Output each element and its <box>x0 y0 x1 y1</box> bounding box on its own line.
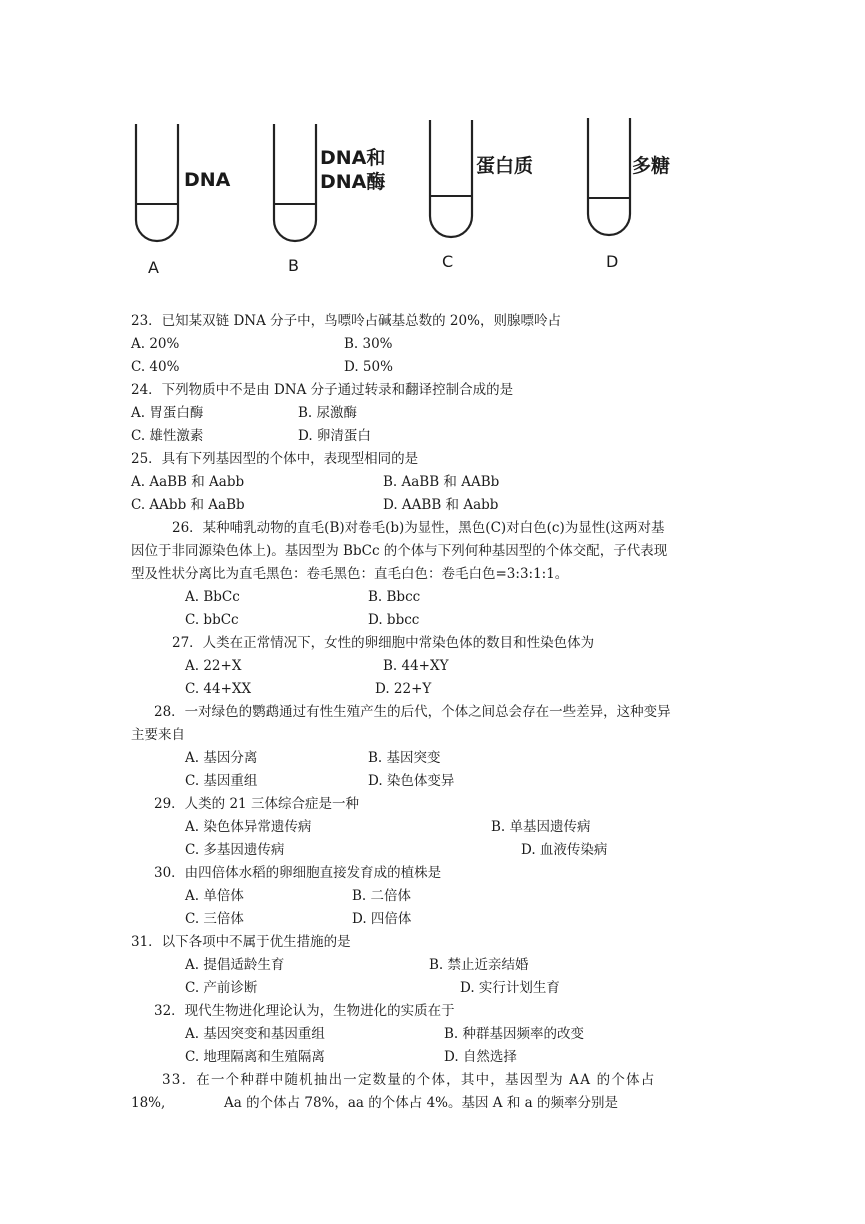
q29-stem: 29．人类的 21 三体综合症是一种 <box>154 796 359 812</box>
test-tube-b-drawing <box>272 124 320 242</box>
q29-option-b: B. 单基因遗传病 <box>491 819 591 835</box>
q27-option-b: B. 44+XY <box>383 658 449 674</box>
tube-d-label <box>632 154 670 178</box>
q30-option-d: D. 四倍体 <box>352 911 412 927</box>
q28-option-a: A. 基因分离 <box>185 750 258 766</box>
q31-option-d: D. 实行计划生育 <box>460 980 560 996</box>
q32-option-c: C. 地理隔离和生殖隔离 <box>185 1049 325 1065</box>
test-tube-a <box>134 124 182 246</box>
q26-stem-line-2: 因位于非同源染色体上)。基因型为 BbCc 的个体与下列何种基因型的个体交配，子代表现 <box>131 543 668 559</box>
q25-option-a: A. AaBB 和 Aabb <box>131 474 245 490</box>
test-tube-b <box>272 124 320 246</box>
q27-option-a: A. 22+X <box>185 658 242 674</box>
tube-d-letter: D <box>606 252 619 271</box>
q30-option-c: C. 三倍体 <box>185 911 244 927</box>
tube-c-label <box>476 154 533 178</box>
q32-option-d: D. 自然选择 <box>444 1049 517 1065</box>
q25-stem: 25．具有下列基因型的个体中，表现型相同的是 <box>131 451 419 467</box>
q26-stem-line-3: 型及性状分离比为直毛黑色：卷毛黑色：直毛白色：卷毛白色=3:3:1:1。 <box>131 566 569 582</box>
tube-b-label-line-1: DNA和 <box>320 147 386 169</box>
q30-option-b: B. 二倍体 <box>352 888 412 904</box>
q23-option-a: A. 20% <box>131 336 180 352</box>
q30-option-a: A. 单倍体 <box>185 888 244 904</box>
q32-option-a: A. 基因突变和基因重组 <box>185 1026 325 1042</box>
q25-option-c: C. AAbb 和 AaBb <box>131 497 245 513</box>
tube-b-label <box>320 146 385 194</box>
q27-option-d: D. 22+Y <box>375 681 432 697</box>
q31-option-a: A. 提倡适龄生育 <box>185 957 285 973</box>
q24-option-a: A. 胃蛋白酶 <box>131 405 204 421</box>
q33-stem-line-2b: Aa 的个体占 78%，aa 的个体占 4%。基因 A 和 a 的频率分别是 <box>224 1095 618 1111</box>
q30-stem: 30．由四倍体水稻的卵细胞直接发育成的植株是 <box>154 865 442 881</box>
q25-option-b: B. AaBB 和 AABb <box>383 474 500 490</box>
test-tube-a-drawing <box>134 124 182 242</box>
q28-option-d: D. 染色体变异 <box>368 773 455 789</box>
q31-option-c: C. 产前诊断 <box>185 980 258 996</box>
q24-option-c: C. 雄性激素 <box>131 428 204 444</box>
tube-d-label-line-1: 多糖 <box>632 155 671 177</box>
tube-b-label-line-2: DNA酶 <box>320 171 386 193</box>
test-tube-figure <box>120 110 720 290</box>
q28-stem-line-1: 28．一对绿色的鹦鹉通过有性生殖产生的后代，个体之间总会存在一些差异，这种变异 <box>154 704 671 720</box>
q29-option-d: D. 血液传染病 <box>521 842 608 858</box>
q29-option-a: A. 染色体异常遗传病 <box>185 819 312 835</box>
q28-option-c: C. 基因重组 <box>185 773 258 789</box>
test-tube-c-drawing <box>428 120 476 238</box>
q26-option-c: C. bbCc <box>185 612 239 628</box>
q24-option-b: B. 尿激酶 <box>298 405 358 421</box>
q23-option-b: B. 30% <box>344 336 393 352</box>
q24-option-d: D. 卵清蛋白 <box>298 428 371 444</box>
q28-stem-line-2: 主要来自 <box>131 727 185 743</box>
tube-a-label <box>184 168 230 192</box>
q33-stem-line-1: 33．在一个种群中随机抽出一定数量的个体，其中，基因型为 AA 的个体占 <box>162 1072 656 1088</box>
test-tube-d-drawing <box>586 118 634 236</box>
tube-b-letter: B <box>288 256 299 275</box>
q26-stem-line-1: 26．某种哺乳动物的直毛(B)对卷毛(b)为显性，黑色(C)对白色(c)为显性(这两对基 <box>172 520 665 536</box>
q23-option-d: D. 50% <box>344 359 393 375</box>
q23-option-c: C. 40% <box>131 359 180 375</box>
q27-stem: 27．人类在正常情况下，女性的卵细胞中常染色体的数目和性染色体为 <box>172 635 595 651</box>
test-tube-c <box>428 120 476 242</box>
q33-stem-line-2a: 18%, <box>131 1095 166 1111</box>
tube-a-letter: A <box>148 258 159 277</box>
q32-stem: 32．现代生物进化理论认为，生物进化的实质在于 <box>154 1003 455 1019</box>
tube-c-label-line-1: 蛋白质 <box>476 155 534 177</box>
q25-option-d: D. AABB 和 Aabb <box>383 497 499 513</box>
q23-stem: 23．已知某双链 DNA 分子中，鸟嘌呤占碱基总数的 20%，则腺嘌呤占 <box>131 313 561 329</box>
q28-option-b: B. 基因突变 <box>368 750 441 766</box>
tube-a-label-line-1: DNA <box>184 169 231 191</box>
q27-option-c: C. 44+XX <box>185 681 252 697</box>
test-tube-d <box>586 118 634 240</box>
q24-stem: 24．下列物质中不是由 DNA 分子通过转录和翻译控制合成的是 <box>131 382 514 398</box>
q32-option-b: B. 种群基因频率的改变 <box>444 1026 585 1042</box>
q26-option-a: A. BbCc <box>185 589 240 605</box>
q31-option-b: B. 禁止近亲结婚 <box>429 957 529 973</box>
q26-option-b: B. Bbcc <box>368 589 421 605</box>
q29-option-c: C. 多基因遗传病 <box>185 842 285 858</box>
q26-option-d: D. bbcc <box>368 612 420 628</box>
tube-c-letter: C <box>442 252 454 271</box>
q31-stem: 31．以下各项中不属于优生措施的是 <box>131 934 351 950</box>
